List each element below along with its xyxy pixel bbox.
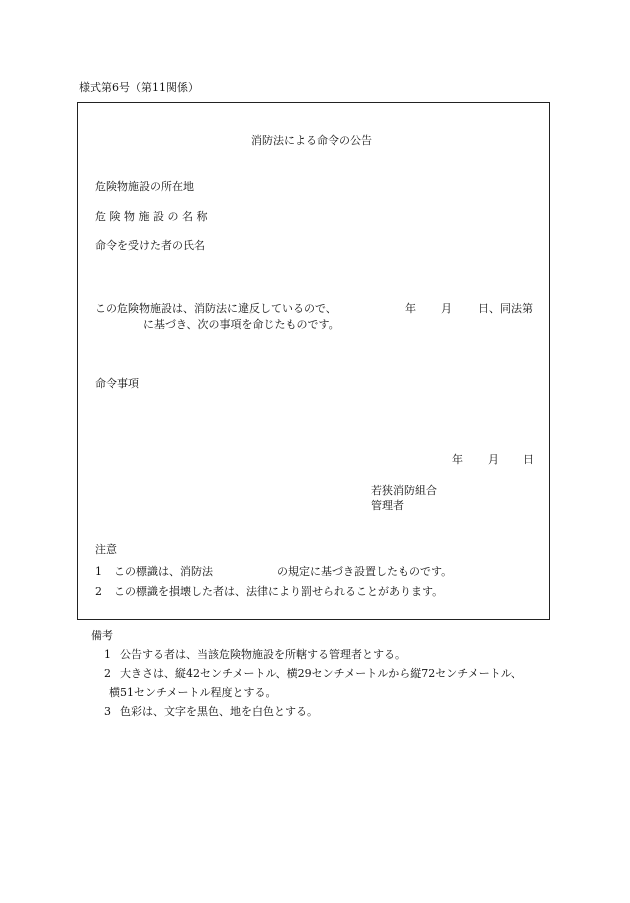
note-2-number: 2 [95, 585, 102, 598]
note-1-number: 1 [95, 565, 102, 578]
notes-heading: 注意 [95, 543, 117, 556]
date-month: 月 [488, 453, 499, 466]
remark-2-number: 2 [104, 667, 111, 680]
note-2-text: この標識を損壊した者は、法律により罰せられることがあります。 [114, 585, 444, 598]
field-name-label: 危 険 物 施 設 の 名 称 [95, 210, 208, 223]
remark-3-number: 3 [104, 705, 111, 718]
note-1-text-start: この標識は、消防法 [114, 565, 213, 578]
remark-3-text: 色彩は、文字を黒色、地を白色とする。 [120, 705, 318, 718]
note-1-text-end: の規定に基づき設置したものです。 [277, 565, 453, 578]
statement-line2: に基づき、次の事項を命じたものです。 [143, 318, 340, 331]
order-heading: 命令事項 [95, 377, 139, 390]
date-day: 日 [523, 453, 534, 466]
remark-2-text: 大きさは、縦42センチメートル、横29センチメートルから縦72センチメートル、 [120, 667, 522, 680]
issuer-role: 管理者 [371, 499, 404, 512]
field-location-label: 危険物施設の所在地 [95, 180, 194, 193]
statement-month: 月 [441, 302, 452, 315]
form-number: 様式第6号（第11関係） [79, 81, 199, 94]
remarks-heading: 備考 [91, 629, 113, 642]
field-person-label: 命令を受けた者の氏名 [95, 239, 205, 252]
remark-2-continuation: 横51センチメートル程度とする。 [109, 686, 277, 699]
issuer-org: 若狭消防組合 [371, 484, 437, 497]
statement-line1: この危険物施設は、消防法に違反しているので、 [95, 302, 337, 315]
remark-1-text: 公告する者は、当該危険物施設を所轄する管理者とする。 [120, 648, 406, 661]
remark-1-number: 1 [104, 648, 111, 661]
notice-title: 消防法による命令の公告 [251, 134, 372, 147]
date-year: 年 [452, 453, 463, 466]
statement-year: 年 [405, 302, 416, 315]
statement-day-suffix: 日、同法第 [478, 302, 533, 315]
